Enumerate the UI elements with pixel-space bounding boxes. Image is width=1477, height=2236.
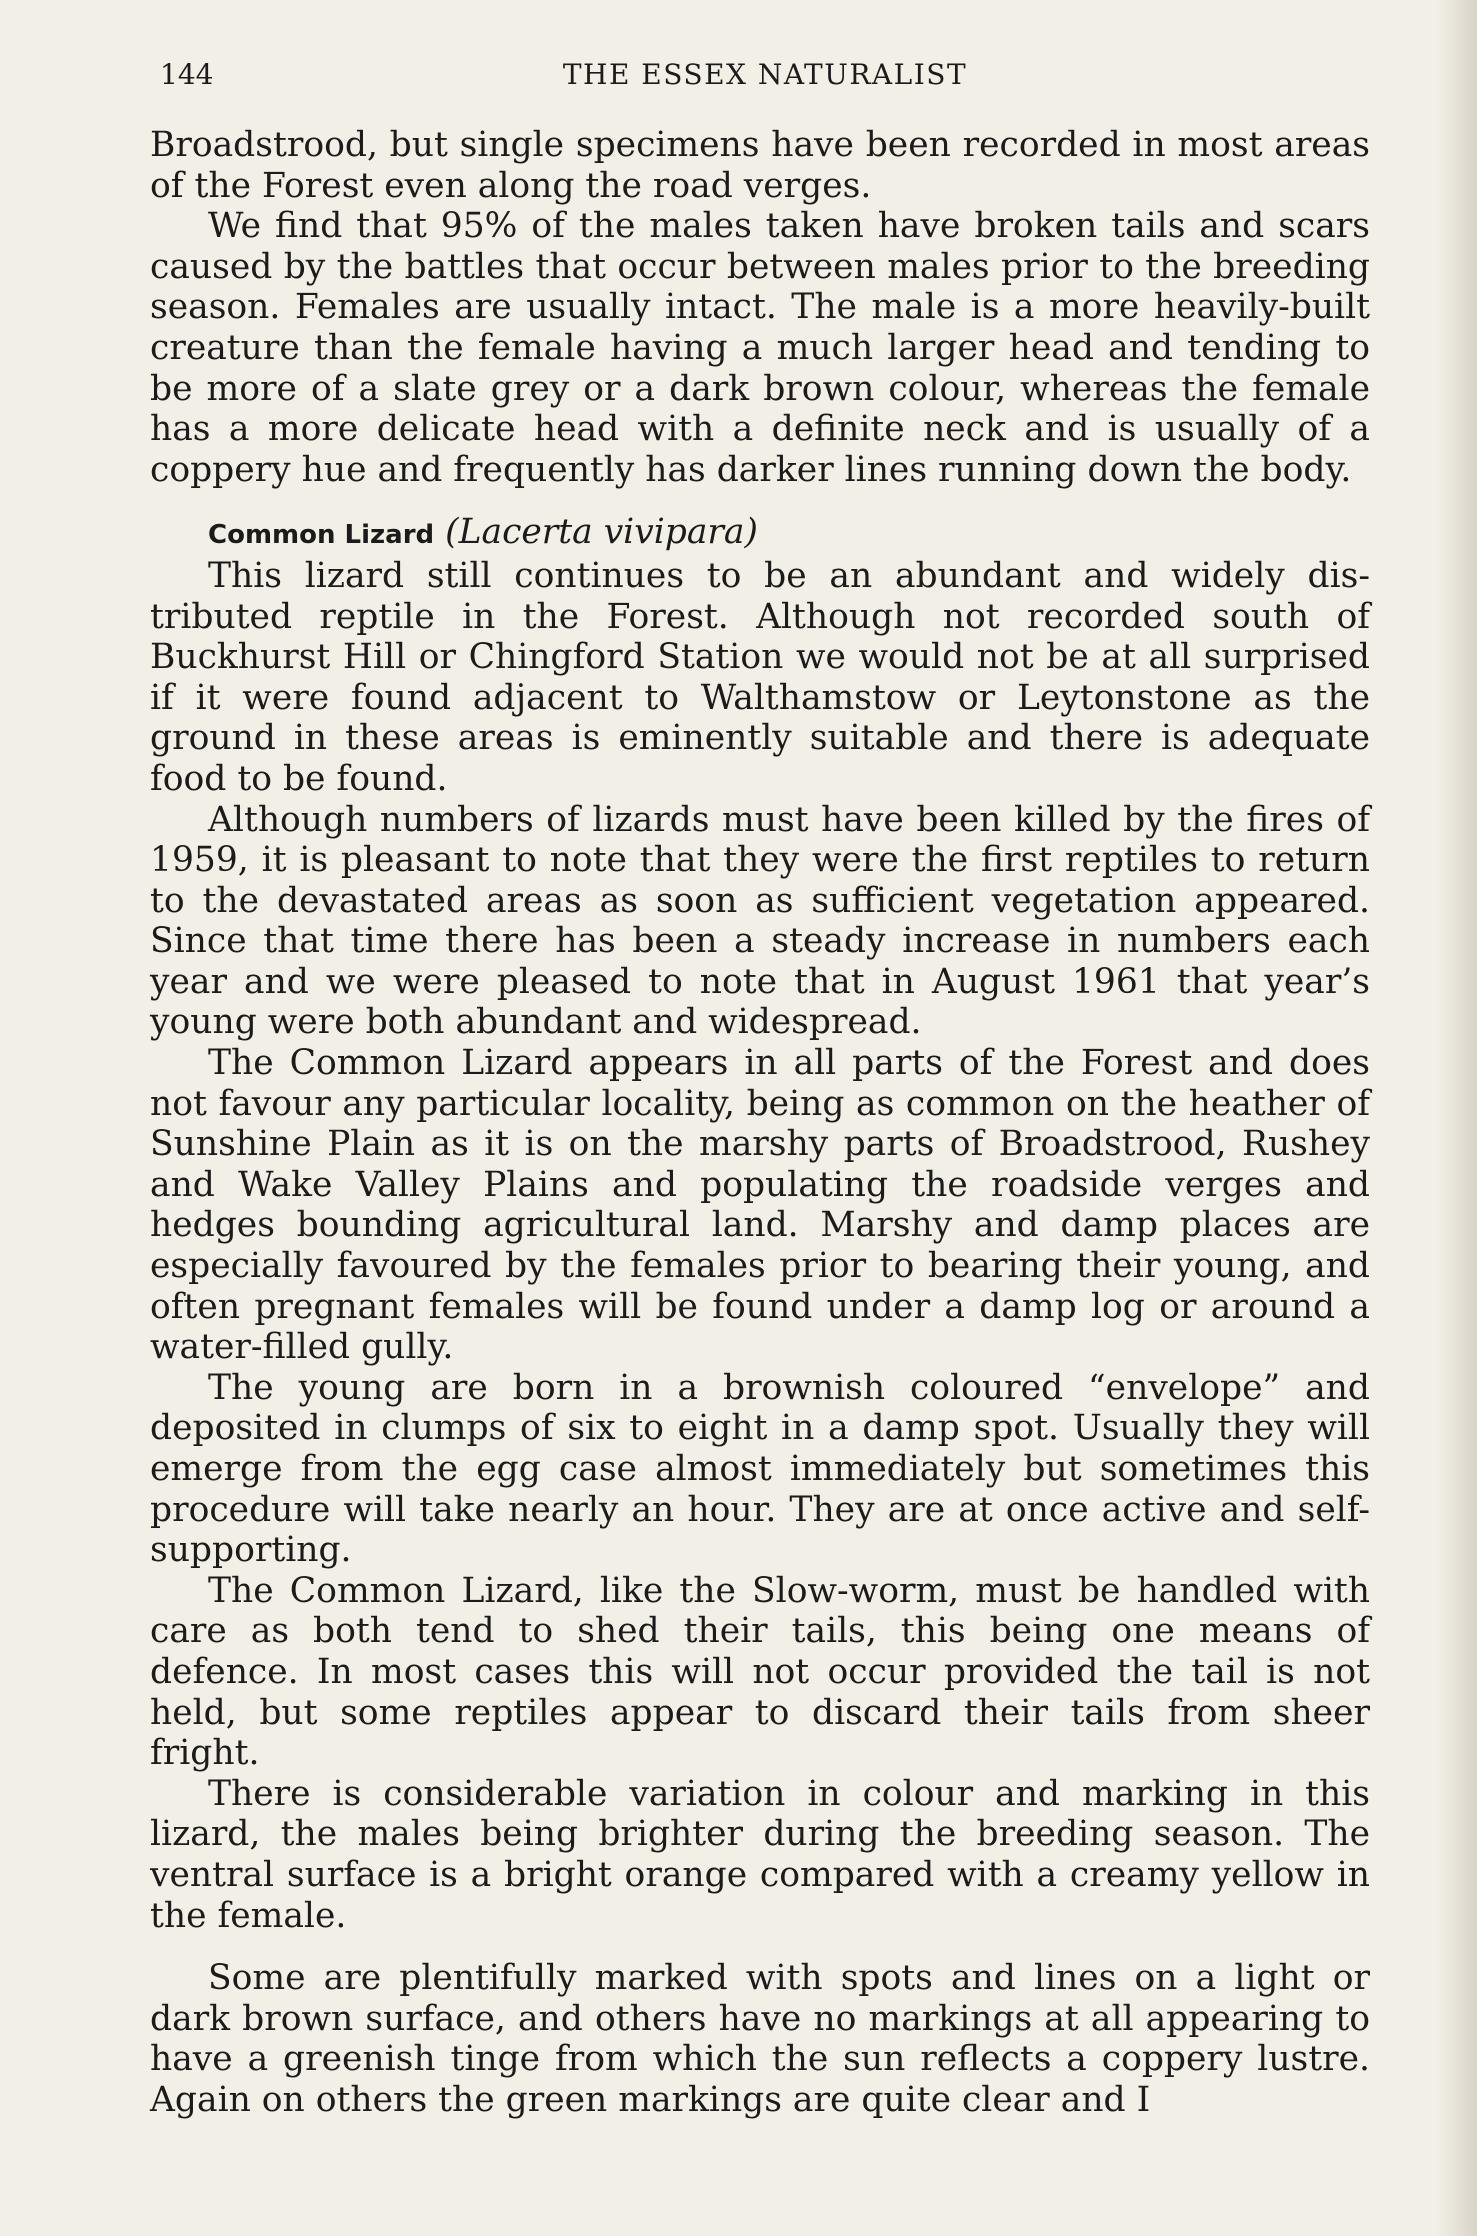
- paragraph: There is considerable variation in colour and marking in this lizard, the males being brighter during the breeding season. The ventral surface is a bright orange compared with a creamy yellow in the female.: [150, 1773, 1370, 1936]
- section-heading: [150, 512, 1370, 556]
- paragraph: The Common Lizard, like the Slow-worm, must be handled with care as both tend to shed their tails, this being one means of defence. In most cases this will not occur provided the tail is not held, but some reptiles appear to discard their tails from sheer fright.: [150, 1570, 1370, 1774]
- paragraph: Although numbers of lizards must have been killed by the fires of 1959, it is pleasant to note that they were the first reptiles to return to the devastated areas as soon as sufficient vegetation appeared. Since that time there has been a steady increase in numbers each year and we were pleased to note that in August 1961 that year’s young were both abundant and widespread.: [150, 799, 1370, 1043]
- page-edge-shadow: [1437, 0, 1477, 2236]
- paragraph: Some are plentifully marked with spots and lines on a light or dark brown surface, and others have no markings at all appearing to have a greenish tinge from which the sun reflects a coppery lustre. Again on others the green markings are quite clear and I: [150, 1958, 1370, 2120]
- paragraph: We find that 95% of the males taken have broken tails and scars caused by the battles that occur between males prior to the breeding season. Females are usually intact. The male is a more heavily-built creature than the female having a much larger head and tending to be more of a slate grey or a dark brown colour, whereas the female has a more delicate head with a definite neck and is usually of a coppery hue and frequently has darker lines running down the body.: [150, 206, 1370, 490]
- running-title: THE ESSEX NATURALIST: [562, 58, 968, 91]
- body-text: [150, 125, 1370, 2121]
- page-number: 144: [160, 58, 214, 91]
- section-heading-common-name: Common Lizard: [208, 520, 435, 551]
- paragraph: The young are born in a brownish coloured “envelope” and deposited in clumps of six to eight in a damp spot. Usually they will emerge from the egg case almost immediately but sometimes this procedure will take nearly an hour. They are at once active and self-supporting.: [150, 1367, 1370, 1571]
- section-heading-latin-name: (Lacerta vivipara): [445, 512, 758, 553]
- paragraph: The Common Lizard appears in all parts of the Forest and does not favour any particular locality, being as common on the heather of Sunshine Plain as it is on the marshy parts of Broadstrood, Rushey and Wake Valley Plains and populating the roadside verges and hedges bounding agricultural land. Marshy and damp places are especially favoured by the females prior to bearing their young, and often pregnant females will be found under a damp log or around a water-filled gully.: [150, 1043, 1370, 1368]
- paragraph: This lizard still continues to be an abundant and widely distributed reptile in the Forest. Although not recorded south of Buckhurst Hill or Chingford Station we would not be at all surprised if it were found adjacent to Walthamstow or Leytonstone as the ground in these areas is eminently suitable and there is adequate food to be found.: [150, 555, 1370, 799]
- page-header: [160, 58, 1370, 98]
- paragraph-continued: Broadstrood, but single specimens have been recorded in most areas of the Forest even along the road verges.: [150, 125, 1370, 206]
